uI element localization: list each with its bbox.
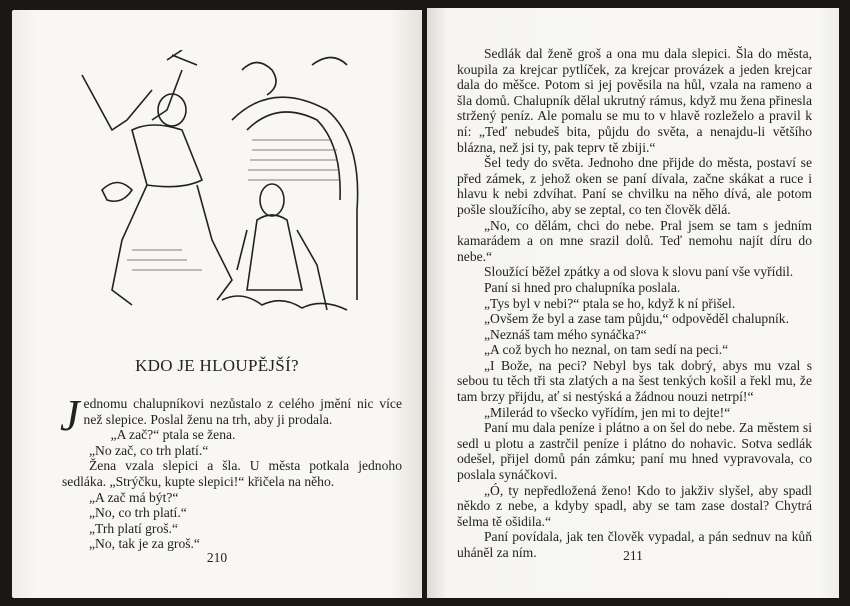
paragraph: Sedlák dal ženě groš a ona mu dala slepici. Šla do města, koupila za krejcar pytlíček, za krejcar provázek a jeden krejcar dala do měšce. Potom si jej pověsila na hůl, vzala na rameno a šla domů. Chalupník dělal ukrutný rámus, když mu žena přinesla stržený peníz. Ale pomalu se mu to v hlavě rozleželo a pravil k ní: „Teď nebudeš bita, půjdu do světa, a nenajdu-li většího blázna, než jsi ty, pak teprv tě zbiji.“ [457, 46, 812, 155]
paragraph: „Trh platí groš.“ [89, 520, 178, 536]
paragraph: „A zač má být?“ [89, 489, 179, 505]
paragraph: „A zač?“ ptala se žena. [110, 427, 236, 443]
paragraph: „I Bože, na peci? Nebyl bys tak dobrý, abys mu vzal s sebou tu těch tři sta zlatých a na šest tenkých košil a řekl mu, že tam brzy přijdu, ať si nestýská a žádnou nouzi netrpí!“ [457, 357, 812, 405]
paragraph: „No, co trh platí.“ [89, 505, 187, 521]
paragraph: „No, co dělám, chci do nebe. Pral jsem se tam s jedním kamarádem a on mne srazil dolů. Teď nemohu najít díru do nebe.“ [457, 217, 812, 264]
paragraph: „Tys byl v nebi?“ ptala se ho, když k ní přišel. [484, 295, 736, 311]
page-number: 210 [206, 550, 228, 565]
first-paragraph-text: ednomu chalupníkovi nezůstalo z celého jmění nic více než slepice. Poslal ženu na trh, aby ji prodala. [83, 396, 402, 427]
story-title: KDO JE HLOUPĚJŠÍ? [135, 356, 299, 375]
paragraph: „Ovšem že byl a zase tam půjdu,“ odpověděl chalupník. [484, 311, 790, 327]
illustration-peasant-and-lady [72, 50, 372, 340]
paragraph: „Milerád to všecko vyřídím, jen mi to dejte!“ [484, 404, 731, 420]
paragraph: Paní povídala, jak ten člověk vypadal, a pán sednuv na kůň uháněl za ním. [457, 529, 812, 560]
paragraph: Sloužící běžel zpátky a od slova k slovu paní vše vyřídil. [484, 264, 794, 280]
left-body-text [60, 391, 402, 552]
paragraph: „A což bych ho neznal, on tam sedí na peci.“ [484, 342, 729, 358]
paragraph: Paní si hned pro chalupníka poslala. [484, 279, 681, 295]
paragraph: Paní mu dala peníze i plátno a on šel do nebe. Za městem si sedl u plotu a zastrčil peníze i plátno do nohavic. Sotva sedlák odešel, přijel domů pán zámku; paní mu hned vypravovala, co poslala synáčkovi. [457, 420, 812, 483]
paragraph: „Ó, ty nepředložená ženo! Kdo to jakživ slyšel, aby spadl někdo z nebe, a kdyby spadl, aby se tam zase dostal? Chytrá šelma tě ošidila.“ [457, 482, 812, 529]
drop-cap: J [60, 391, 80, 440]
left-page [12, 10, 422, 598]
right-page [427, 8, 839, 598]
paragraph: „No zač, co trh platí.“ [89, 442, 209, 458]
paragraph: Šel tedy do světa. Jednoho dne přijde do města, postaví se před zámek, z jehož oken se paní dívala, začne skákat a ruce i hlavu k nebi zdvíhat. Paní se chvilku na něho dívá, ale potom pošle sloužícího, aby se zeptal, co ten člověk dělá. [457, 155, 812, 217]
right-body-text [457, 46, 812, 561]
paragraph: „No, tak je za groš.“ [89, 536, 200, 552]
paragraph: Žena vzala slepici a šla. U města potkala jednoho sedláka. „Strýčku, kupte slepici!“ křičela na něho. [62, 458, 402, 489]
page-number: 211 [623, 548, 643, 563]
paragraph: „Neznáš tam mého synáčka?“ [484, 326, 647, 342]
